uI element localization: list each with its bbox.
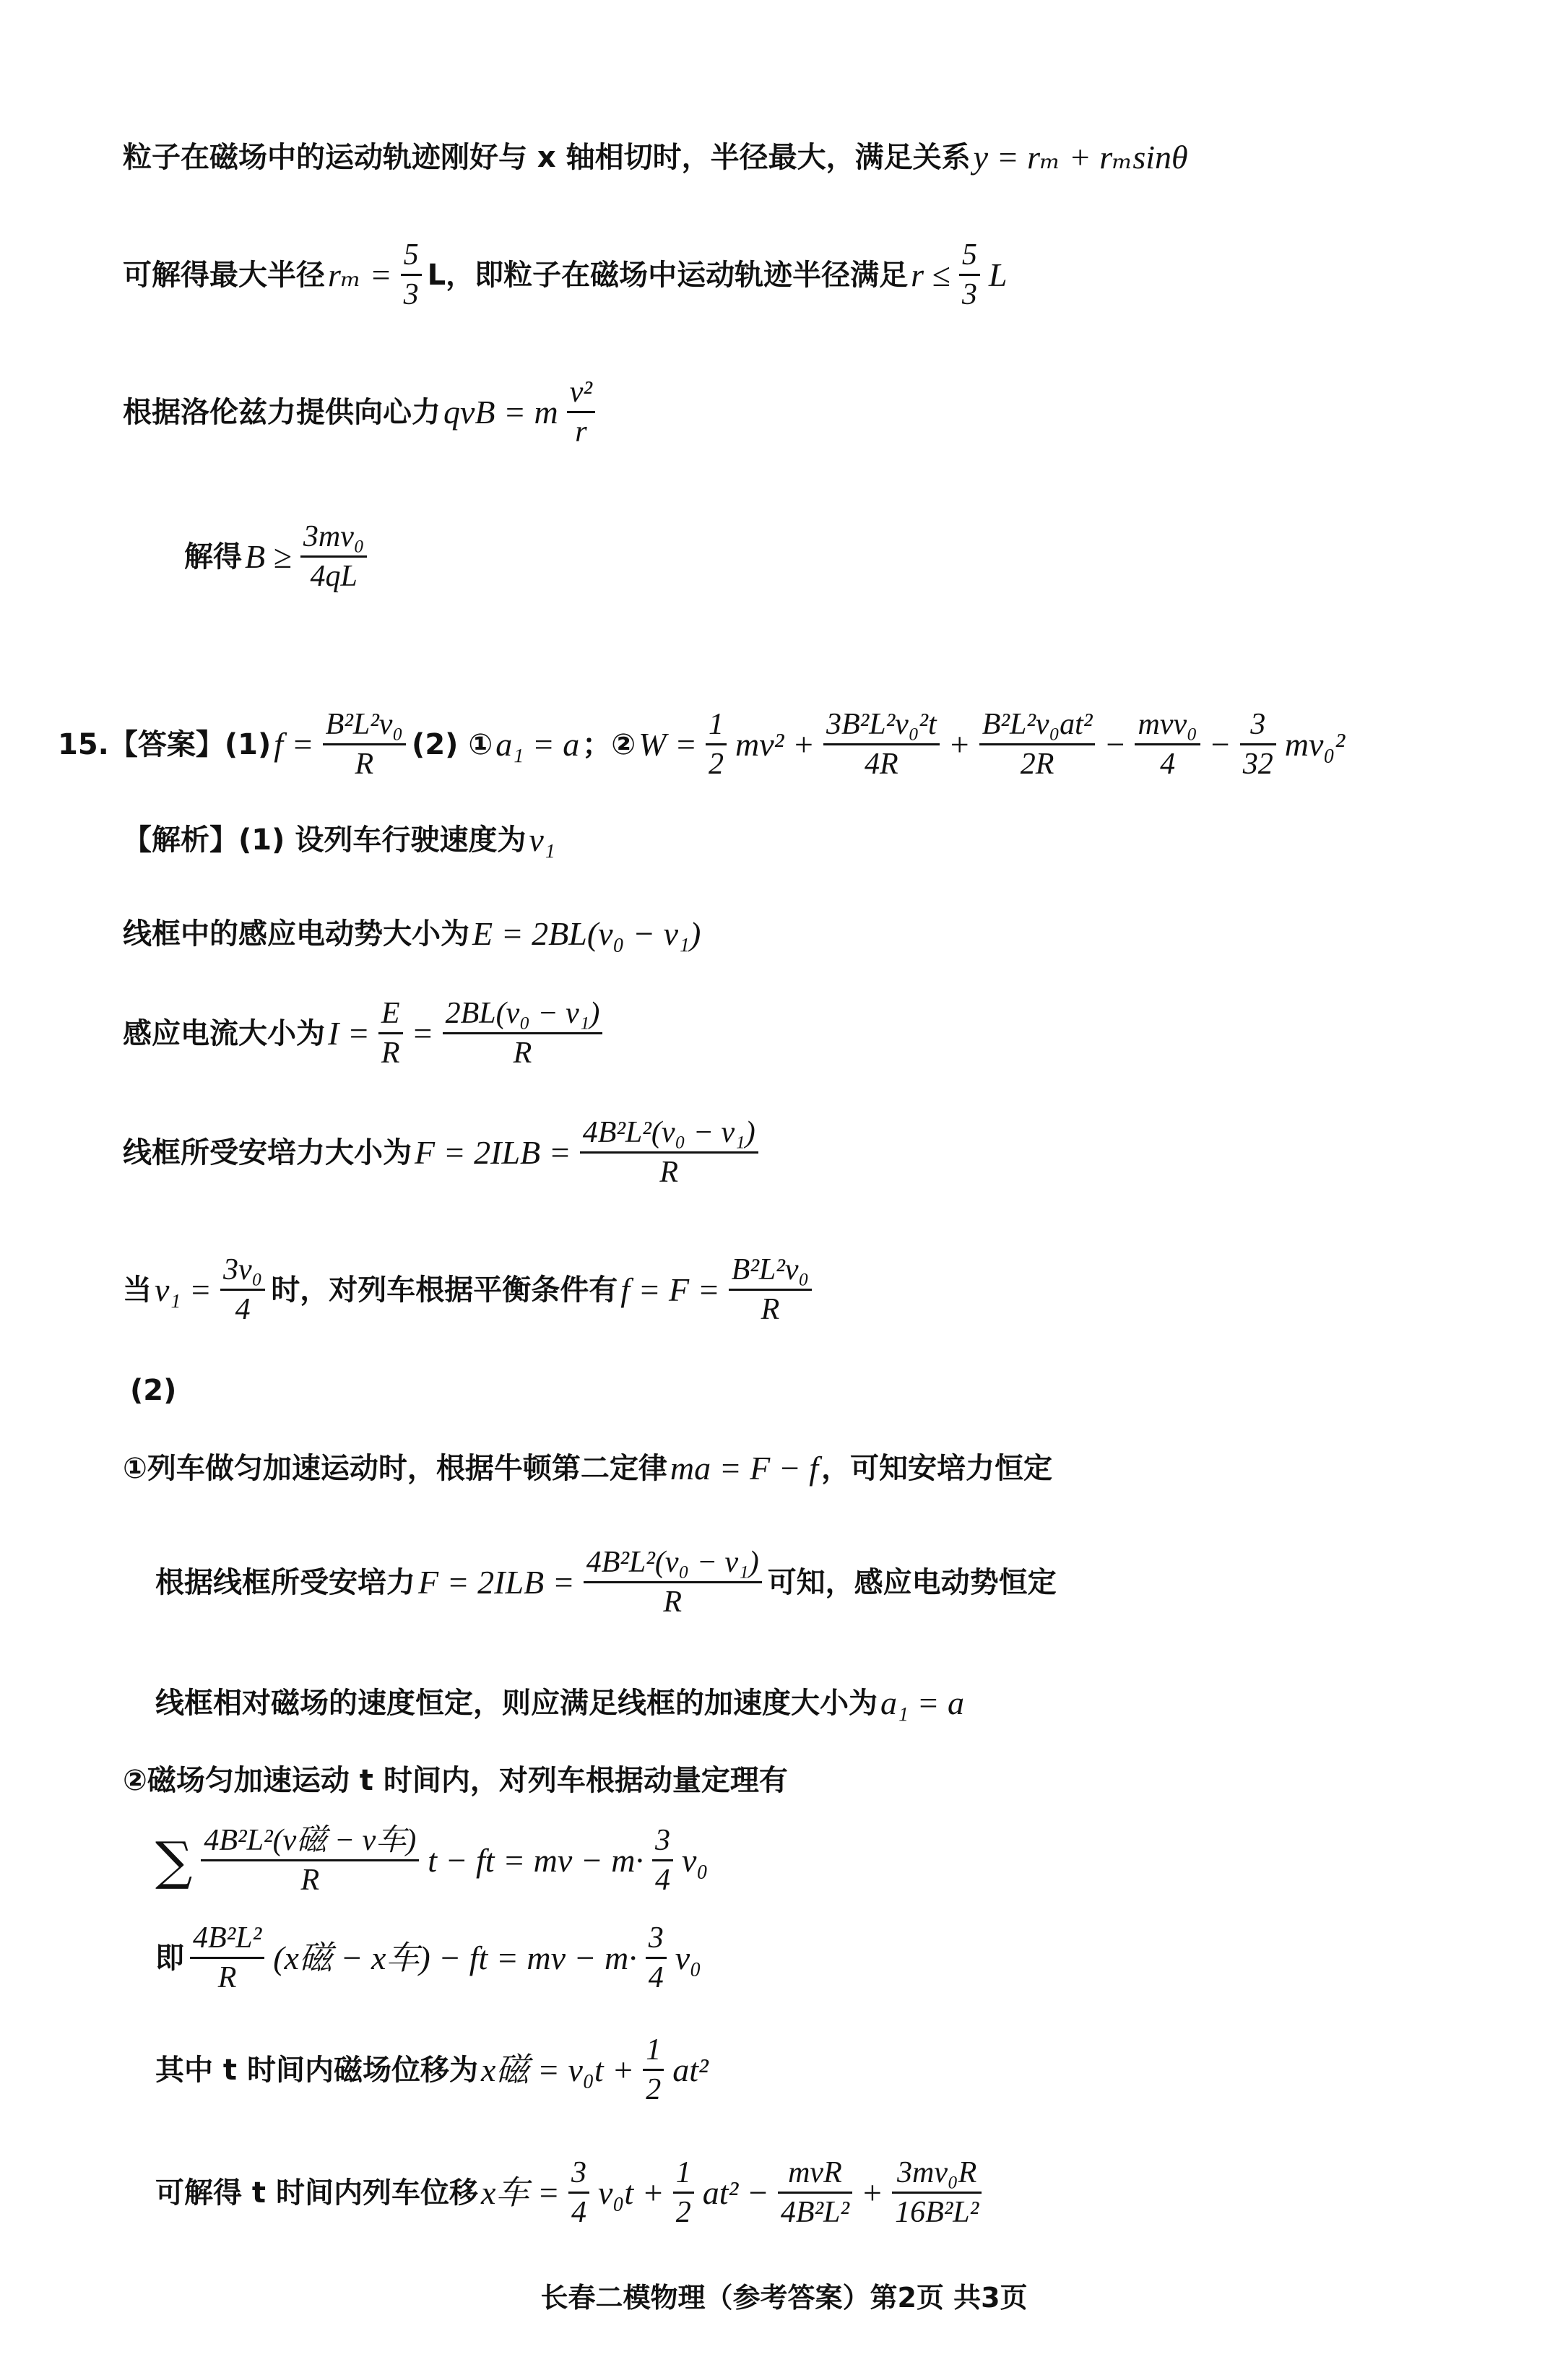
fraction-numerator: 1 <box>646 2033 662 2067</box>
d4-tail: at² <box>672 2051 709 2088</box>
d5-frac-4 <box>892 2156 982 2229</box>
q15-w-frac-2 <box>823 708 940 781</box>
d2-eq: t − ft = mv − m· <box>428 1841 644 1879</box>
d5-frac-1 <box>568 2156 589 2229</box>
line-momentum-sum <box>155 1824 711 1897</box>
line-momentum-theorem <box>123 1766 788 1795</box>
fraction-numerator: B²L²v₀ <box>731 1253 810 1286</box>
when-frac <box>220 1253 265 1326</box>
c2-eq: F = 2ILB = <box>418 1563 575 1601</box>
part2-text: (2) <box>130 1374 177 1407</box>
q15-a-eq: a₁ = a <box>495 725 580 763</box>
fraction-denominator: 2 <box>675 2196 691 2230</box>
fraction-denominator: 2 <box>709 748 724 782</box>
lorentz-eq: qvB = m <box>443 393 558 431</box>
q15-w-frac-1 <box>706 708 727 781</box>
radius-condition-eq: r ≤ <box>911 256 950 293</box>
ampere-eq: F = 2ILB = <box>415 1133 571 1171</box>
page-footer: 长春二模物理（参考答案）第2页 共3页 <box>540 2282 1028 2314</box>
d4-frac <box>643 2033 664 2106</box>
q15-minus-2: − <box>1208 725 1231 763</box>
when-mid: 时，对列车根据平衡条件有 <box>271 1273 618 1307</box>
tangent-equation: y = rₘ + rₘsinθ <box>973 139 1188 176</box>
max-radius-eq: rₘ = <box>328 256 392 293</box>
when-eq2: f = F = <box>620 1271 720 1308</box>
ampere-frac <box>580 1116 758 1189</box>
q15-semicolon: ；② <box>582 727 636 761</box>
d3-tail: v₀ <box>675 1939 702 1976</box>
q15-w-frac-5 <box>1240 708 1276 781</box>
fraction-denominator: 4R <box>865 748 898 782</box>
fraction-denominator: 32 <box>1242 748 1273 782</box>
fraction-numerator: 5 <box>961 238 977 272</box>
fraction-denominator: R <box>513 1037 532 1070</box>
c1-text: ①列车做匀加速运动时，根据牛顿第二定律 <box>123 1452 667 1485</box>
part2-label <box>130 1376 176 1405</box>
line-current <box>123 997 608 1070</box>
fraction-denominator: R <box>761 1293 780 1327</box>
fraction-numerator: 3 <box>648 1921 664 1955</box>
fraction-five-thirds <box>401 238 422 311</box>
d1-text: ②磁场匀加速运动 t 时间内，对列车根据动量定理有 <box>123 1764 788 1797</box>
fraction-denominator: 4 <box>655 1864 671 1898</box>
sigma-symbol: ∑ <box>155 1830 193 1891</box>
fraction-numerator: 2BL(v₀ − v₁) <box>445 997 600 1030</box>
fraction-numerator: mvv₀ <box>1138 708 1197 741</box>
c1-tail: ，可知安培力恒定 <box>821 1452 1053 1485</box>
fraction-denominator: 3 <box>403 278 419 312</box>
fraction-numerator: 4B²L²(v磁 − v车) <box>204 1824 417 1857</box>
d3-text: 即 <box>155 1941 184 1975</box>
max-radius-text: 可解得最大半径 <box>123 258 325 292</box>
current-frac-2 <box>443 997 603 1070</box>
d3-eq: (x磁 − x车) − ft = mv − m· <box>273 1939 637 1976</box>
analysis-heading <box>123 823 558 857</box>
fraction-numerator: 1 <box>709 708 724 741</box>
fraction-numerator: B²L²v₀at² <box>982 708 1093 741</box>
line-acceleration <box>155 1684 967 1721</box>
fraction-numerator: 5 <box>403 238 419 272</box>
fraction-denominator: R <box>300 1864 320 1898</box>
q15-plus: + <box>948 725 971 763</box>
fraction-denominator: R <box>659 1156 679 1190</box>
q15-f-eq: f = <box>274 725 314 763</box>
solve-eq: B ≥ <box>245 537 292 575</box>
current-frac-1 <box>378 997 403 1070</box>
line-ampere-constant <box>155 1546 1057 1619</box>
radius-condition-unit: L <box>988 256 1008 293</box>
fraction-numerator: 4B²L²(v₀ − v₁) <box>586 1546 759 1579</box>
fraction-denominator: R <box>381 1037 400 1070</box>
d2-tail: v₀ <box>682 1841 709 1879</box>
analysis-text: 【解析】(1) 设列车行驶速度为 <box>123 823 527 857</box>
line-train-displacement <box>155 2156 987 2229</box>
c2-text: 根据线框所受安培力 <box>155 1565 415 1599</box>
when-frac-2 <box>729 1253 812 1326</box>
fraction-denominator: 16B²L² <box>895 2196 979 2230</box>
q15-w-frac-3 <box>979 708 1096 781</box>
fraction-numerator: mvR <box>788 2156 842 2189</box>
fraction-numerator: 3 <box>1250 708 1266 741</box>
fraction-numerator: 4B²L²(v₀ − v₁) <box>582 1116 755 1149</box>
d5-term-1: v₀t + <box>597 2173 664 2211</box>
line-ampere-force <box>123 1116 764 1189</box>
fraction-denominator: 4 <box>648 1961 664 1995</box>
fraction-denominator: 2R <box>1020 748 1054 782</box>
line-max-radius <box>123 238 1010 311</box>
c1-eq: ma = F − f <box>670 1450 819 1487</box>
fraction-numerator: B²L²v₀ <box>325 708 404 741</box>
fraction-numerator: 4B²L² <box>193 1921 262 1955</box>
max-radius-mid: L，即粒子在磁场中运动轨迹半径满足 <box>427 258 909 292</box>
fraction-numerator: 3mv₀R <box>897 2156 977 2189</box>
q15-heading: 15.【答案】(1) <box>58 727 272 761</box>
fraction-numerator: 3 <box>571 2156 586 2189</box>
line-displacement-form <box>155 1921 704 1994</box>
d2-frac-2 <box>652 1824 673 1897</box>
fraction-numerator: 3 <box>655 1824 671 1857</box>
q15-w-frac-4 <box>1135 708 1200 781</box>
d3-frac <box>190 1921 264 1994</box>
fraction-v2-over-r <box>567 376 595 449</box>
q15-minus-1: − <box>1104 725 1127 763</box>
line-newton-second-law <box>123 1452 1052 1485</box>
fraction-numerator: 3B²L²v₀²t <box>826 708 937 741</box>
d5-term-3: + <box>861 2173 884 2211</box>
line-equilibrium <box>123 1253 818 1326</box>
c2-frac <box>584 1546 762 1619</box>
line-lorentz-force <box>123 376 601 449</box>
q15-part2-label: (2) ① <box>412 727 493 761</box>
d5-text: 可解得 t 时间内列车位移 <box>155 2176 478 2210</box>
solve-text: 解得 <box>184 540 242 574</box>
fraction-numerator: 3mv₀ <box>303 520 365 553</box>
fraction-numerator: v² <box>569 376 593 409</box>
line-emf <box>123 917 703 951</box>
d5-term-2: at² − <box>702 2173 769 2211</box>
fraction-B-bound <box>300 520 368 593</box>
fraction-numerator: 1 <box>675 2156 691 2189</box>
fraction-denominator: R <box>217 1961 237 1995</box>
d4-text: 其中 t 时间内磁场位移为 <box>155 2053 478 2087</box>
q15-w-term-1: mv² + <box>735 725 815 763</box>
current-text: 感应电流大小为 <box>123 1016 325 1050</box>
q15-f-fraction <box>323 708 406 781</box>
c2-tail: 可知，感应电动势恒定 <box>767 1565 1057 1599</box>
when-eq: v₁ = <box>155 1271 212 1308</box>
q15-w-term-5: mv₀² <box>1284 725 1346 763</box>
fraction-denominator: 4 <box>1160 748 1176 782</box>
d5-eq: x车 = <box>480 2173 560 2211</box>
q15-W-eq: W = <box>638 725 698 763</box>
current-eq: I = <box>328 1014 370 1052</box>
d3-frac-2 <box>646 1921 667 1994</box>
line-field-displacement <box>155 2033 711 2106</box>
when-text: 当 <box>123 1273 152 1307</box>
fraction-five-thirds-2 <box>959 238 980 311</box>
d2-frac <box>201 1824 419 1897</box>
c3-text: 线框相对磁场的速度恒定，则应满足线框的加速度大小为 <box>155 1687 878 1720</box>
fraction-numerator: 3v₀ <box>222 1253 263 1286</box>
d4-eq: x磁 = v₀t + <box>480 2051 635 2088</box>
fraction-denominator: 4 <box>571 2196 586 2230</box>
current-eq2: = <box>411 1014 434 1052</box>
fraction-denominator: 2 <box>646 2073 662 2107</box>
fraction-denominator: 3 <box>961 278 977 312</box>
c3-eq: a₁ = a <box>880 1684 965 1721</box>
q15-answer <box>58 708 1348 781</box>
fraction-denominator: 4 <box>235 1293 251 1327</box>
fraction-denominator: R <box>663 1586 683 1619</box>
fraction-numerator: E <box>381 997 400 1030</box>
line-solve-B <box>184 520 373 593</box>
fraction-denominator: 4B²L² <box>780 2196 850 2230</box>
ampere-text: 线框所受安培力大小为 <box>123 1135 412 1169</box>
d5-frac-3 <box>778 2156 852 2229</box>
emf-text: 线框中的感应电动势大小为 <box>123 917 469 951</box>
fraction-denominator: 4qL <box>310 560 358 594</box>
d5-frac-2 <box>673 2156 694 2229</box>
fraction-denominator: r <box>575 415 587 449</box>
fraction-denominator: R <box>355 748 374 782</box>
tangent-text: 粒子在磁场中的运动轨迹刚好与 x 轴相切时，半径最大，满足关系 <box>123 141 971 174</box>
lorentz-text: 根据洛伦兹力提供向心力 <box>123 395 441 429</box>
analysis-v1: v₁ <box>529 821 555 858</box>
emf-eq: E = 2BL(v₀ − v₁) <box>472 915 701 952</box>
line-tangent-condition <box>123 141 1191 174</box>
